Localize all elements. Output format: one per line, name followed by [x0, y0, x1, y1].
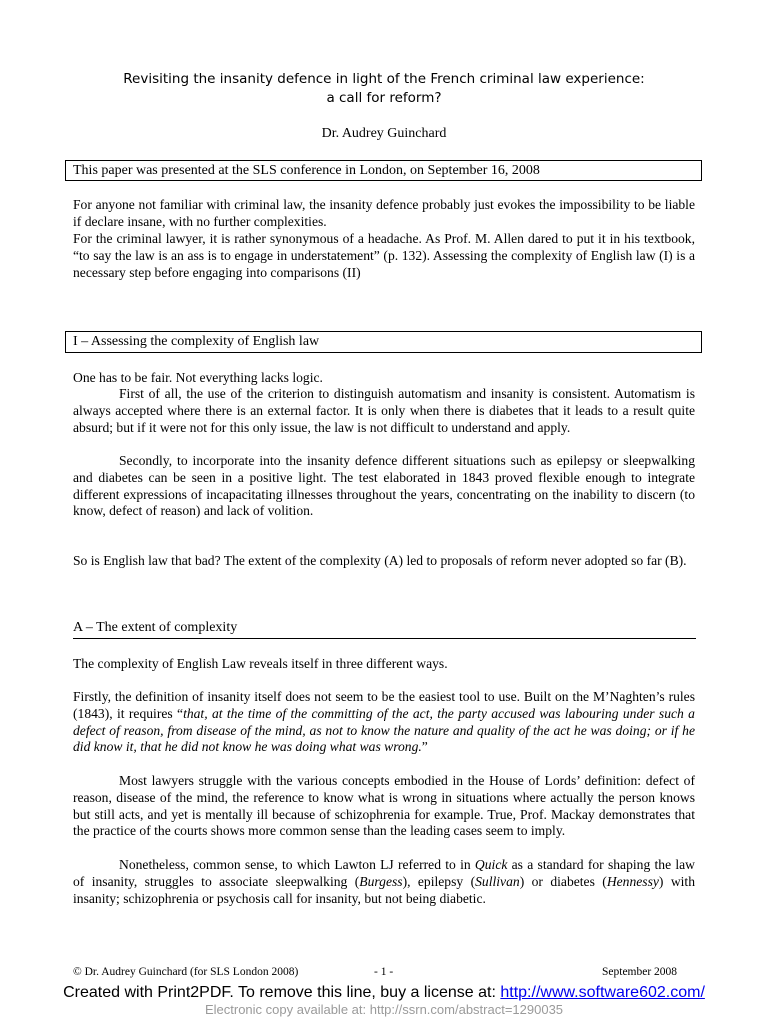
case-sullivan: Sullivan: [475, 873, 520, 889]
p4-text-d: ) or diabetes (: [519, 873, 607, 889]
paper-title: [60, 70, 708, 108]
title-line-2: a call for reform?: [326, 90, 442, 106]
p4-text-e: ) with insanity; schizophrenia or psychosis call for insanity, but not being diabetic.: [73, 873, 695, 906]
intro-paragraph-1: For anyone not familiar with criminal law, the insanity defence probably just evokes the impossibility to be liable if declare insane, with no further complexities.: [73, 197, 695, 229]
quote-close: ”: [421, 739, 428, 755]
presentation-note-box: This paper was presented at the SLS conference in London, on September 16, 2008: [65, 160, 702, 181]
subsection-a-heading: A – The extent of complexity: [73, 620, 696, 639]
banner-text: Created with Print2PDF. To remove this line, buy a license at:: [63, 984, 501, 1001]
p4-text-b: as a standard for shaping the law of insanity, struggles to associate sleepwalking (: [73, 857, 695, 889]
subsection-a-paragraph-1: The complexity of English Law reveals itself in three different ways.: [73, 656, 448, 671]
section-1-heading: I – Assessing the complexity of English law: [65, 331, 702, 353]
case-hennessy: Hennessy: [606, 873, 659, 889]
section-1-paragraph-1: One has to be fair. Not everything lacks logic.: [73, 370, 323, 385]
intro-paragraph-2: For the criminal lawyer, it is rather synonymous of a headache. As Prof. M. Allen dared to put it in his textbook, “to say the law is an ass is to engage in understatement” (p. 132). Assessing the complexity of English law (I) is a necessary step before engaging into comparisons (II): [73, 231, 695, 280]
footer-page-number: - 1 -: [374, 966, 394, 978]
section-1-paragraph-4: So is English law that bad? The extent of the complexity (A) led to proposals of reform never adopted so far (B).: [73, 553, 687, 568]
subsection-a-paragraph-2: [73, 689, 695, 756]
case-burgess: Burgess: [359, 873, 403, 889]
title-line-1: Revisiting the insanity defence in light of the French criminal law experience:: [123, 71, 645, 87]
footer-date: September 2008: [602, 966, 678, 978]
author-name: Dr. Audrey Guinchard: [321, 126, 447, 141]
print2pdf-banner: [0, 983, 768, 1003]
footer-copyright: © Dr. Audrey Guinchard (for SLS London 2008): [73, 966, 299, 978]
section-1-paragraph-3: Secondly, to incorporate into the insanity defence different situations such as epilepsy or sleepwalking and diabetes can be seen in a positive light. The test elaborated in 1843 proved flexible enough to integrate different expressions of incapacitating illnesses throughout the years, concentrating on the inability to discern (to know, defect of reason) and lack of volition.: [73, 453, 695, 519]
subsection-a-paragraph-4: [73, 857, 695, 907]
p4-text-a: Nonetheless, common sense, to which Lawton LJ referred to in: [119, 857, 475, 872]
case-quick: Quick: [474, 857, 508, 872]
section-1-paragraph-2: First of all, the use of the criterion to distinguish automatism and insanity is consistent. Automatism is always accepted where there is an external factor. It is only when there is diabetes that it leads to a result quite absurd; but if it were not for this only issue, the law is not difficult to understand and apply.: [73, 386, 695, 435]
software602-link[interactable]: http://www.software602.com/: [500, 984, 705, 1001]
subsection-a-paragraph-3: Most lawyers struggle with the various concepts embodied in the House of Lords’ definition: defect of reason, disease of the mind, the reference to know what is wrong in situations where actually the person knows but still acts, and yet is mentally ill because of schizophrenia for example. True, Prof. Mackay demonstrates that the practice of the courts shows more common sense than the leading cases seem to imply.: [73, 773, 695, 839]
paragraph-2-intro: Firstly, the definition of insanity itself does not seem to be the easiest tool to use. Built on the M’Naghten’s rules (1843), it requires “: [73, 689, 695, 721]
p4-text-c: ), epilepsy (: [402, 873, 476, 889]
mnaghten-quote: that, at the time of the committing of the act, the party accused was labouring under such a defect of reason, from disease of the mind, as not to know the nature and quality of the act he was doing; or if he did know it, that he did not know he was doing what was wrong.: [73, 705, 695, 755]
ssrn-watermark: Electronic copy available at: http://ssrn.com/abstract=1290035: [204, 1002, 564, 1017]
